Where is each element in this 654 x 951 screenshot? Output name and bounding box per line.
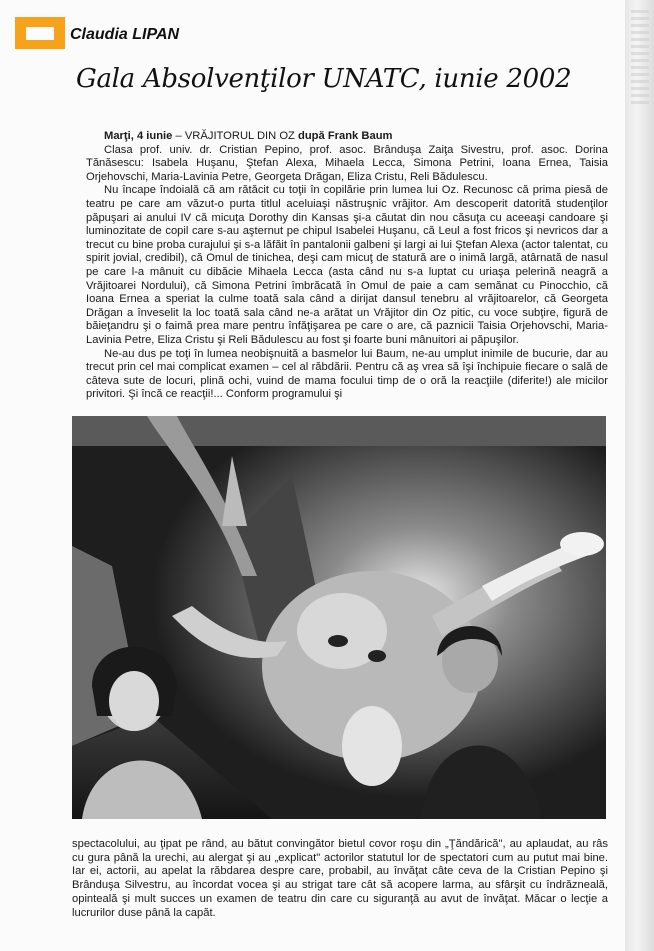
adjacent-page-edge [625, 0, 654, 951]
play-title: VRĂJITORUL DIN OZ [184, 130, 295, 142]
article-continuation [72, 838, 608, 920]
performance-date: Marţi, 4 iunie [104, 130, 173, 142]
paragraph-audience: Ne-au dus pe toţi în lumea neobişnuită a basmelor lui Baum, ne-au umplut inimile de bucurie, dar au trecut prin cel mai complicat examen – cel al răbdării. Pentru că aş vrea să îşi închipuie fiecare o sală de câteva sute de locuri, plină ochi, vuind de mama focului timp de o oră la reacţiile (diferite!) ale micilor privitori. Şi încă ce reacţii!... Conform programului şi [86, 347, 608, 401]
author-name: Claudia LIPAN [70, 26, 180, 43]
article-heading [86, 130, 608, 144]
paragraph-cast: Clasa prof. univ. dr. Cristian Pepino, prof. asoc. Brânduşa Zaiţa Sivestru, prof. asoc. Dorina Tănăsescu: Isabela Huşanu, Ştefan Alexa, Mihaela Lecca, Simona Petrini, Ioana Ernea, Taisia Orjehovschi, Maria-Lavinia Petre, Georgeta Drăgan, Eliza Cristu, Reli Bădulescu. [86, 143, 608, 183]
page-title: Gala Absolvenţilor UNATC, iunie 2002 [76, 64, 572, 94]
paragraph-review: Nu încape îndoială că am rătăcit cu toţii în copilărie prin lumea lui Oz. Recunosc că prima piesă de teatru pe care am văzut-o purta titlul aceluiaşi năstruşnic vrăjitor. Am descoperit datorită studenţilor păpuşari ai anului IV că micuţa Dorothy din Kansas şi-a căutat din nou căsuţa cu aceeaşi candoare şi luminozitate de copil care s-au aşternut pe chipul Isabelei Huşanu, că Leul a fost fricos şi nevricos dar a trecut cu bine proba curajului şi s-a lăfăit în pantalonii galbeni şi largi ai lui Ştefan Alexa (actor talentat, cu spirit jovial, credibil), că Omul de tinichea, deşi cam micuţ de statură are o inimă largă, atârnată de nasul pe care l-a mânuit cu dibăcie Mihaela Lecca (asta când nu s-a luptat cu uriaşa pelerină neagră a Vrăjitoarei Nordului), că Simona Petrini îmbrăcată în Omul de paie a cam semănat cu Pinocchio, că Ioana Ernea a speriat la culme toată sala când a dirijat dansul tenebru al vrăjitoarelor, că Georgeta Drăgan a înveselit la loc toată sala când ne-a arătat un Vrăjitor din Oz pitic, cu voce subţire, figură de băieţandru şi o faimă prea mare pentru înfăţişarea pe care o are, că paznicii Taisia Orjehovschi, Maria-Lavinia Petre, Eliza Cristu şi Reli Bădulescu au fost şi foarte buni mânuitori ai păpuşilor. [86, 184, 608, 346]
heading-dash: – [172, 130, 185, 142]
performance-photo [72, 416, 606, 819]
article-body [86, 130, 608, 402]
play-source: după Frank Baum [297, 130, 393, 142]
puppet-scene-image [72, 416, 606, 819]
paragraph-continuation: spectacolului, au ţipat pe rând, au bătut convingător bietul covor roşu din „Ţăndărică", au aplaudat, au râs cu gura până la urechi, au alergat şi au „explicat" actorilor statutul lor de spectatori cum au putut mai bine. Iar ei, actorii, au apelat la răbdarea despre care, probabil, au învăţat câte ceva de la Cristian Pepino şi Brânduşa Silvestru, au încordat vocea şi au strigat tare cât să acopere larma, au sfârşit cu îndrăzneală, opinteală şi mult succes un examen de teatru din care cu siguranţă au avut de învăţat. Măcar o lecţie a lucrurilor duse până la capăt. [72, 838, 608, 919]
orange-square-logo-icon [15, 17, 65, 49]
